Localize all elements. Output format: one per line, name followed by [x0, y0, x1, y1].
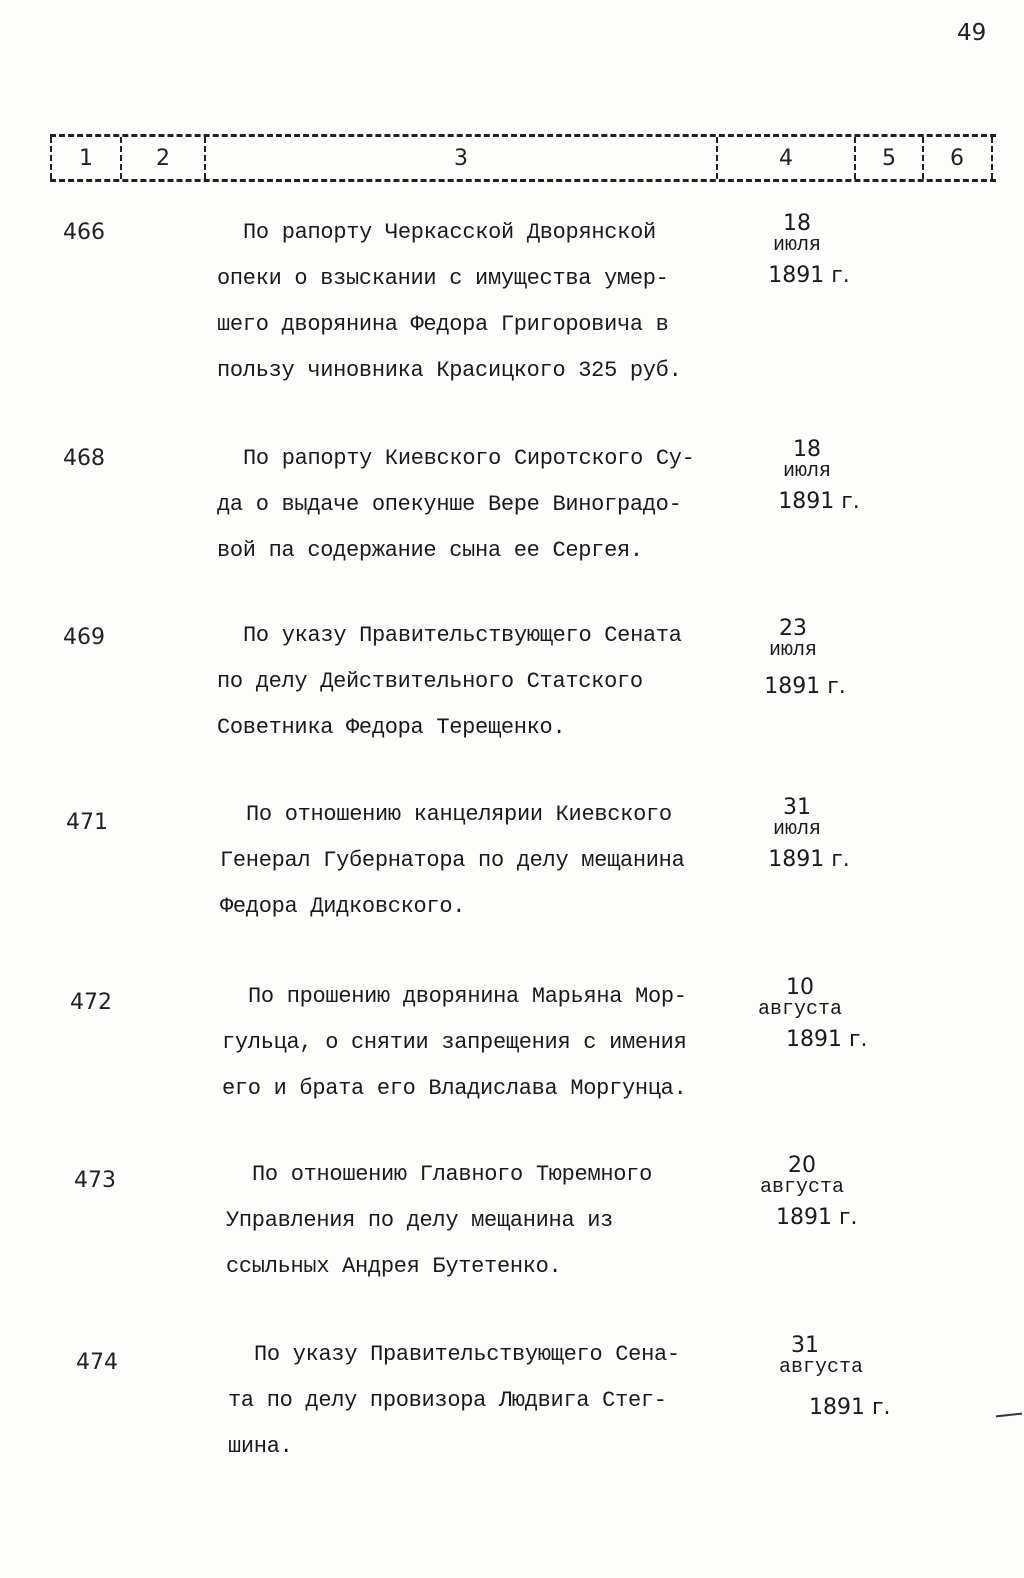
entry-line: По прошению дворянина Марьяна Мор- — [248, 984, 687, 1009]
entry-description — [220, 792, 740, 930]
entry-line: пользу чиновника Красицкого 325 руб. — [217, 358, 682, 383]
page-number: 49 — [957, 20, 987, 46]
table-header — [50, 134, 996, 182]
entry-description — [217, 210, 737, 394]
date-month: июля — [772, 234, 821, 257]
date-day: 31 — [783, 795, 811, 820]
column-header-2: 2 — [156, 145, 170, 171]
entry-date — [737, 438, 877, 520]
column-header-4: 4 — [779, 145, 793, 171]
date-day: 20 — [788, 1153, 816, 1178]
date-year: 1891 г. — [778, 489, 860, 514]
entry-date — [727, 796, 867, 878]
date-day: 31 — [791, 1333, 819, 1358]
entry-date — [742, 976, 882, 1058]
column-header-3: 3 — [454, 145, 468, 171]
entry-line: ссыльных Андрея Бутетенко. — [226, 1254, 562, 1279]
entry-date — [755, 1334, 895, 1426]
date-year: 1891 г. — [764, 674, 846, 699]
entry-line: опеки о взыскании с имущества умер- — [217, 266, 669, 291]
date-month: августа — [758, 998, 843, 1021]
date-year: 1891 г. — [768, 263, 850, 288]
date-month: июля — [768, 639, 817, 662]
entry-line: По указу Правительствующего Сена- — [254, 1342, 680, 1367]
entry-number: 473 — [74, 1168, 116, 1193]
entry-description — [217, 613, 737, 751]
entry-date — [738, 1154, 878, 1236]
entry-line: та по делу провизора Людвига Стег- — [228, 1388, 667, 1413]
entry-description — [222, 974, 742, 1112]
date-month: августа — [760, 1176, 845, 1199]
entry-line: вой па содержание сына ее Сергея. — [217, 538, 643, 563]
date-month: июля — [772, 818, 821, 841]
date-year: 1891 г. — [776, 1205, 858, 1230]
entry-number: 469 — [63, 625, 105, 650]
entry-date — [727, 212, 867, 294]
entry-description — [217, 436, 737, 574]
date-year: 1891 г. — [809, 1395, 891, 1420]
entry-line: да о выдаче опекунше Вере Виноградо- — [217, 492, 682, 517]
entry-line: Советника Федора Терещенко. — [217, 715, 566, 740]
entry-line: по делу Действительного Статского — [217, 669, 643, 694]
entry-date — [723, 617, 863, 705]
entry-number: 472 — [70, 990, 112, 1015]
date-year: 1891 г. — [768, 847, 850, 872]
entry-line: По отношению Главного Тюремного — [252, 1162, 652, 1187]
entry-line: По отношению канцелярии Киевского — [246, 802, 672, 827]
entry-number: 471 — [66, 810, 108, 835]
entry-line: его и брата его Владислава Моргунца. — [222, 1076, 687, 1101]
entry-description — [228, 1332, 748, 1470]
date-month: июля — [782, 460, 831, 483]
entry-line: Федора Дидковского. — [220, 894, 466, 919]
date-day: 18 — [793, 437, 821, 462]
entry-line: шего дворянина Федора Григоровича в — [217, 312, 669, 337]
entry-line: Управления по делу мещанина из — [226, 1208, 614, 1233]
entry-line: По рапорту Киевского Сиротского Су- — [243, 446, 695, 471]
entry-description — [226, 1152, 746, 1290]
entry-number: 468 — [63, 446, 105, 471]
entry-line: По указу Правительствующего Сената — [243, 623, 682, 648]
column-divider — [991, 137, 993, 179]
entry-line: шина. — [228, 1434, 293, 1459]
date-day: 18 — [783, 211, 811, 236]
entry-number: 474 — [76, 1350, 118, 1375]
margin-mark — [996, 1413, 1022, 1418]
entry-line: Генерал Губернатора по делу мещанина — [220, 848, 685, 873]
date-month: августа — [779, 1356, 864, 1379]
date-day: 10 — [786, 975, 814, 1000]
date-year: 1891 г. — [786, 1027, 868, 1052]
entry-number: 466 — [63, 220, 105, 245]
column-header-5: 5 — [882, 145, 896, 171]
column-header-1: 1 — [79, 145, 93, 171]
entry-line: гульца, о снятии запрещения с имения — [222, 1030, 687, 1055]
entry-line: По рапорту Черкасской Дворянской — [243, 220, 656, 245]
column-header-6: 6 — [950, 145, 964, 171]
date-day: 23 — [779, 616, 807, 641]
